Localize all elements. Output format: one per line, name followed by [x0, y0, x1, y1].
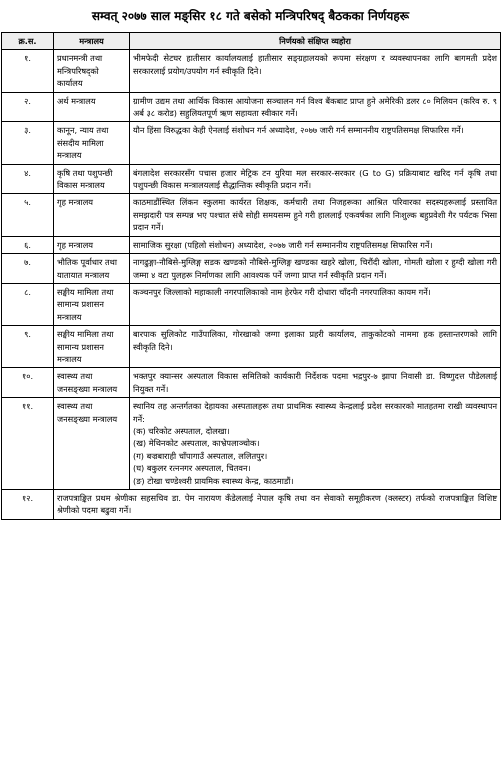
row-ministry: गृह मन्त्रालय	[54, 236, 130, 253]
page-title: सम्वत् २०७७ साल मङ्सिर १८ गते बसेको मन्त्रिपरिषद् बैठकका निर्णयहरू	[91, 9, 410, 23]
table-row	[2, 164, 501, 194]
row-number: ५.	[2, 194, 54, 236]
row-number: १०.	[2, 368, 54, 398]
row-number: ७.	[2, 254, 54, 284]
table-row	[2, 254, 501, 284]
row-decision: सामाजिक सुरक्षा (पहिलो संशोधन) अध्यादेश, २०७७ जारी गर्न सम्माननीय राष्ट्रपतिसमक्ष सिफारिस गर्ने।	[130, 236, 501, 253]
table-row-merged	[2, 490, 501, 520]
row-number: २.	[2, 92, 54, 122]
row-number: ३.	[2, 122, 54, 164]
header-ministry: मन्त्रालय	[54, 33, 130, 50]
row-decision: राजपत्राङ्कित प्रथम श्रेणीका सहसचिव डा. पेम नारायण कँडेललाई नेपाल कृषि तथा वन सेवाको समूहीकरण (क्लस्टर) तर्फको राजपत्राङ्कित विशिष्ट श्रेणीको पदमा बढुवा गर्ने।	[54, 490, 501, 520]
decisions-table	[1, 32, 501, 520]
row-ministry: कानून, न्याय तथा संसदीय मामिला मन्त्रालय	[54, 122, 130, 164]
hospital-list-item: (ग) बज्रबाराही चाँपागाउँ अस्पताल, ललितपुर।	[133, 450, 268, 461]
row-decision-with-list	[130, 398, 501, 490]
row-decision: बारपाक सुलिकोट गाउँपालिका, गोरखाको जग्गा इलाका प्रहरी कार्यालय, ताकुकोटको नाममा हक हस्तान्तरणको लागि स्वीकृति दिने।	[130, 326, 501, 368]
row-ministry: कृषि तथा पशुपन्छी विकास मन्त्रालय	[54, 164, 130, 194]
row-number: ४.	[2, 164, 54, 194]
table-row	[2, 236, 501, 253]
row-ministry: प्रधानमन्त्री तथा मन्त्रिपरिषद्को कार्यालय	[54, 50, 130, 92]
row-decision: स्थानिय तह अन्तर्गतका देहायका अस्पतालहरू तथा प्राथमिक स्वास्थ्य केन्द्रलाई प्रदेश सरकारको मातहतमा राखी व्यवस्थापन गर्ने:	[133, 401, 497, 424]
row-ministry: सङ्घीय मामिला तथा सामान्य प्रशासन मन्त्रालय	[54, 326, 130, 368]
row-decision: नागढुङ्गा-नौबिसे-मुग्लिङ्ग सडक खण्डको नौबिसे-मुग्लिङ्ग खण्डका खहरे खोला, चिरौंदी खोला, गोमती खोला र हुग्दी खोला गरी जम्मा ४ वटा पुलहरू निर्माणका लागि आवश्यक पर्ने जग्गा प्राप्त गर्न स्वीकृति प्रदान गर्ने।	[130, 254, 501, 284]
table-row	[2, 283, 501, 325]
row-number: १२.	[2, 490, 54, 520]
row-number: १.	[2, 50, 54, 92]
table-row	[2, 122, 501, 164]
header-number: क्र.स.	[2, 33, 54, 50]
hospital-list-item: (क) चरिकोट अस्पताल, दोलखा।	[133, 425, 230, 436]
table-row	[2, 398, 501, 490]
hospital-list-item: (घ) बकुलर रत्ननगर अस्पताल, चितवन।	[133, 463, 251, 474]
row-decision: ग्रामीण उद्यम तथा आर्थिक विकास आयोजना सञ्चालन गर्न विश्व बैंकबाट प्राप्त हुने अमेरिकी डलर ८० मिलियन (करिव रु. ९ अर्ब ३८ करोड) सहुलियतपूर्ण ऋण सहायता स्वीकार गर्ने।	[130, 92, 501, 122]
row-number: ९.	[2, 326, 54, 368]
table-row	[2, 326, 501, 368]
row-ministry: स्वास्थ्य तथा जनसङ्ख्या मन्त्रालय	[54, 398, 130, 490]
table-row	[2, 368, 501, 398]
row-number: ११.	[2, 398, 54, 490]
table-row	[2, 50, 501, 92]
row-ministry: भौतिक पूर्वाधार तथा यातायात मन्त्रालय	[54, 254, 130, 284]
row-ministry: स्वास्थ्य तथा जनसङ्ख्या मन्त्रालय	[54, 368, 130, 398]
header-decision: निर्णयको संक्षिप्त व्यहोरा	[130, 33, 501, 50]
table-row	[2, 194, 501, 236]
row-ministry: गृह मन्त्रालय	[54, 194, 130, 236]
row-decision: काठमाडौंस्थित लिंकन स्कुलमा कार्यरत शिक्षक, कर्मचारी तथा निजहरूका आश्रित परिवारका सदस्यहरूलाई प्रस्तावित समझदारी पत्र सम्पन्न भए पश्चात संधै सोही समयसम्म हुने गरी हाललाई एकवर्षका लागि निःशुल्क बहुप्रवेशी गैर पर्यटक भिसा प्रदान गर्ने।	[130, 194, 501, 236]
row-ministry: अर्थ मन्त्रालय	[54, 92, 130, 122]
row-decision: बंगलादेश सरकारसँग पचास हजार मेट्रिक टन युरिया मल सरकार-सरकार (G to G) प्रक्रियाबाट खरिद गर्न कृषि तथा पशुपन्छी विकास मन्त्रालयलाई सैद्धान्तिक स्वीकृति प्रदान गर्ने।	[130, 164, 501, 194]
hospital-list-item: (ङ) टोखा चण्डेश्वरी प्रायमिक स्वास्थ्य केन्द्र, काठमाडौं।	[133, 475, 294, 486]
row-number: ६.	[2, 236, 54, 253]
table-row	[2, 92, 501, 122]
row-decision: कञ्चनपुर जिल्लाको महाकाली नगरपालिकाको नाम हेरफेर गरी दोधारा चाँदनी नगरपालिका कायम गर्ने।	[130, 283, 501, 325]
row-decision: भक्तपुर क्यान्सर अस्पताल विकास समितिको कार्यकारी निर्देशक पदमा भद्रपुर-७ झापा निवासी डा. विष्णुदत्त पौडेललाई नियुक्त गर्ने।	[130, 368, 501, 398]
row-number: ८.	[2, 283, 54, 325]
hospital-list-item: (ख) मेथिनकोट अस्पताल, काभ्रेपलाञ्चोक।	[133, 438, 260, 449]
row-decision: यौन हिंसा विरुद्धका केही ऐनलाई संशोधन गर्न अध्यादेश, २०७७ जारी गर्न सम्माननीय राष्ट्रपतिसमक्ष सिफारिस गर्ने।	[130, 122, 501, 164]
row-decision: भीमफेदी सेटघर हातीसार कार्यालयलाई हातीसार सङ्ग्रहालयको रूपमा संरक्षण र व्यवस्थापनका लागि बागमती प्रदेश सरकारलाई प्रयोग/उपयोग गर्न स्वीकृति दिने।	[130, 50, 501, 92]
table-header-row	[2, 33, 501, 50]
row-ministry: सङ्घीय मामिला तथा सामान्य प्रशासन मन्त्रालय	[54, 283, 130, 325]
